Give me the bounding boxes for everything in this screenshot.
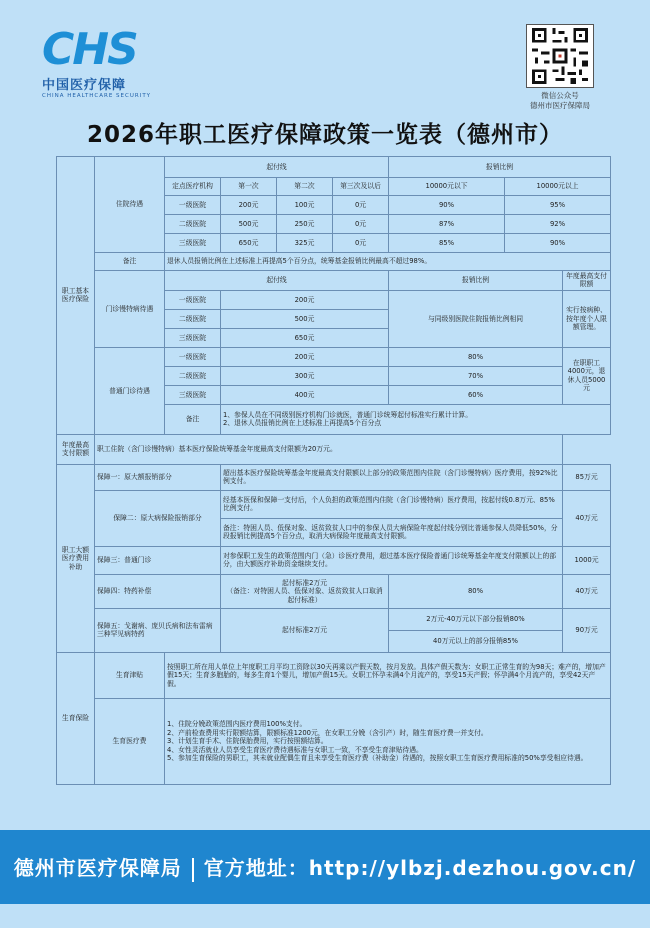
inpatient-ratio-header: 报销比例 xyxy=(389,157,611,178)
table-cell: 87% xyxy=(389,215,505,234)
logo-mark: CHS xyxy=(42,24,137,75)
table-cell: 90% xyxy=(505,234,611,253)
section-maternity: 生育保险 xyxy=(57,652,95,784)
protection-5-tier-1: 2万元-40万元以下部分报销80% xyxy=(389,608,563,630)
section-major-medical: 职工大额医疗费用补助 xyxy=(57,464,95,652)
chs-logo xyxy=(42,24,222,99)
protection-5-limit: 90万元 xyxy=(563,608,611,652)
maternity-allowance-label: 生育津贴 xyxy=(95,652,165,698)
inpatient-col-hospital: 定点医疗机构 xyxy=(165,178,221,196)
table-cell: 650元 xyxy=(221,328,389,347)
table-cell: 一级医院 xyxy=(165,290,221,309)
table-cell: 0元 xyxy=(333,234,389,253)
footer-banner xyxy=(0,830,650,904)
chronic-threshold-header: 起付线 xyxy=(165,271,389,291)
protection-3-label: 保障三：普通门诊 xyxy=(95,546,221,574)
annual-limit-label: 年度最高支付限额 xyxy=(57,434,95,464)
protection-5-label: 保障五：戈谢病、庞贝氏病和法布雷病三种罕见病特药 xyxy=(95,608,221,652)
footer-text xyxy=(0,852,650,882)
protection-4-desc xyxy=(221,574,389,608)
qr-code-icon xyxy=(526,24,594,88)
table-cell: 92% xyxy=(505,215,611,234)
table-cell: 一级医院 xyxy=(165,347,221,366)
protection-3-desc: 对参保职工发生的政策范围内门（急）诊医疗费用，超过基本医疗保险普通门诊统筹基金年度支付限额以上的部分，由大额医疗补助资金继续支付。 xyxy=(221,546,563,574)
protection-1-desc: 超出基本医疗保险统筹基金年度最高支付限额以上部分的政策范围内住院（含门诊慢特病）医疗费用，按92%比例支付。 xyxy=(221,464,563,490)
table-cell: 200元 xyxy=(221,347,389,366)
qr-caption-org: 德州市医疗保障局 xyxy=(530,101,590,110)
table-cell: 200元 xyxy=(221,290,389,309)
table-cell: 85% xyxy=(389,234,505,253)
inpatient-threshold-header: 起付线 xyxy=(165,157,389,178)
table-cell: 三级医院 xyxy=(165,385,221,404)
protection-4-label: 保障四：特药补偿 xyxy=(95,574,221,608)
table-cell: 300元 xyxy=(221,366,389,385)
outpatient-note xyxy=(221,404,611,434)
table-cell: 60% xyxy=(389,385,563,404)
policy-table xyxy=(56,156,611,785)
protection-4-threshold: 起付标准2万元 xyxy=(281,578,328,587)
table-cell: 二级医院 xyxy=(165,309,221,328)
protection-2-note: 备注：特困人员、低保对象、返贫致贫人口中的参保人员大病保险年度起付线分别比普通参保人员降低50%，分段报销比例提高5个百分点，取消大病保险年度最高支付限额。 xyxy=(221,518,563,546)
outpatient-note-label: 备注 xyxy=(165,404,221,434)
maternity-medical-label: 生育医疗费 xyxy=(95,698,165,784)
section-basic-insurance: 职工基本医疗保险 xyxy=(57,157,95,435)
table-cell: 650元 xyxy=(221,234,277,253)
list-item: 4、女性灵活就业人员享受生育医疗费待遇标准与女职工一致，不享受生育津贴待遇。 xyxy=(167,745,423,754)
protection-2-label: 保障二：原大病保险报销部分 xyxy=(95,490,221,546)
protection-2-desc: 经基本医保和保障一支付后，个人负担的政策范围内住院（含门诊慢特病）医疗费用，按起付线0.8万元、85%比例支付。 xyxy=(221,490,563,518)
inpatient-note-label: 备注 xyxy=(95,253,165,271)
chronic-ratio-header: 报销比例 xyxy=(389,271,563,291)
footer-org: 德州市医疗保障局 xyxy=(13,856,182,880)
list-item: 5、参加生育保险的男职工，其未就业配偶生育且未享受生育医疗费（补助金）待遇的，按照女职工生育医疗费用标准的50%享受相应待遇。 xyxy=(167,754,588,763)
chronic-limit-header: 年度最高支付限额 xyxy=(563,271,611,291)
protection-1-label: 保障一：原大额报销部分 xyxy=(95,464,221,490)
table-cell: 500元 xyxy=(221,309,389,328)
table-cell: 三级医院 xyxy=(165,234,221,253)
qr-caption-wechat: 微信公众号 xyxy=(541,91,579,100)
table-cell: 250元 xyxy=(277,215,333,234)
protection-4-note: （备注：对特困人员、低保对象、返贫致贫人口取消起付标准） xyxy=(226,587,383,604)
list-item: 2、产前检查费用实行限额结算，限额标准1200元，在女职工分娩（含引产）时，随生育医疗费一并支付。 xyxy=(167,728,488,737)
outpatient-limit: 在职职工4000元，退休人员5000元 xyxy=(563,347,611,404)
inpatient-col-below: 10000元以下 xyxy=(389,178,505,196)
protection-3-limit: 1000元 xyxy=(563,546,611,574)
table-cell: 90% xyxy=(389,196,505,215)
table-cell: 100元 xyxy=(277,196,333,215)
protection-5-threshold: 起付标准2万元 xyxy=(221,608,389,652)
table-cell: 400元 xyxy=(221,385,389,404)
protection-4-limit: 40万元 xyxy=(563,574,611,608)
table-cell: 325元 xyxy=(277,234,333,253)
table-cell: 一级医院 xyxy=(165,196,221,215)
inpatient-col-above: 10000元以上 xyxy=(505,178,611,196)
table-cell: 80% xyxy=(389,347,563,366)
chronic-ratio: 与同级别医院住院报销比例相同 xyxy=(389,290,563,347)
table-cell: 500元 xyxy=(221,215,277,234)
protection-1-limit: 85万元 xyxy=(563,464,611,490)
footer-separator xyxy=(192,858,194,882)
outpatient-note-2: 2、退休人员报销比例在上述标准上再提高5个百分点 xyxy=(223,419,382,428)
logo-chinese-name: 中国医疗保障 xyxy=(42,78,127,93)
footer-address[interactable]: 官方地址：http://ylbzj.dezhou.gov.cn/ xyxy=(203,856,637,880)
table-cell: 0元 xyxy=(333,196,389,215)
table-cell: 二级医院 xyxy=(165,366,221,385)
protection-5-tier-2: 40万元以上的部分报销85% xyxy=(389,630,563,652)
outpatient-label: 普通门诊待遇 xyxy=(95,347,165,434)
list-item: 1、住院分娩政策范围内医疗费用100%支付。 xyxy=(167,720,307,729)
maternity-medical-list xyxy=(165,698,611,784)
logo-english-name: CHINA HEALTHCARE SECURITY xyxy=(42,93,152,99)
inpatient-col-first: 第一次 xyxy=(221,178,277,196)
chronic-label: 门诊慢特病待遇 xyxy=(95,271,165,348)
protection-4-ratio: 80% xyxy=(389,574,563,608)
maternity-allowance-text: 按照职工所在用人单位上年度职工月平均工资除以30天再乘以产假天数，按月发放。具体产假天数为：女职工正常生育的为98天；难产的，增加产假15天；生育多胞胎的，每多生育1个婴儿，增加产假15天。女职工怀孕未满4个月流产的，享受15天产假；怀孕满4个月流产的，享受42天产假。 xyxy=(165,652,611,698)
inpatient-label: 住院待遇 xyxy=(95,157,165,253)
list-item: 3、计划生育手术、住院保胎费用，实行按照额结算。 xyxy=(167,737,328,746)
table-cell: 200元 xyxy=(221,196,277,215)
outpatient-note-1: 1、参保人员在不同级别医疗机构门诊就医，普通门诊统筹起付标准实行累计计算。 xyxy=(223,410,473,419)
inpatient-note: 退休人员报销比例在上述标准上再提高5个百分点，统筹基金报销比例最高不超过98%。 xyxy=(165,253,611,271)
annual-limit-text: 职工住院（含门诊慢特病）基本医疗保险统筹基金年度最高支付限额为20万元。 xyxy=(95,434,563,464)
bottom-strip xyxy=(0,904,650,928)
table-cell: 三级医院 xyxy=(165,328,221,347)
table-cell: 70% xyxy=(389,366,563,385)
page-title: 2026年职工医疗保障政策一览表（德州市） xyxy=(86,122,563,148)
inpatient-col-second: 第二次 xyxy=(277,178,333,196)
chronic-limit: 实行按病种、按年度个人限额管理。 xyxy=(563,290,611,347)
table-cell: 0元 xyxy=(333,215,389,234)
protection-2-limit: 40万元 xyxy=(563,490,611,546)
table-cell: 95% xyxy=(505,196,611,215)
inpatient-col-third: 第三次及以后 xyxy=(333,178,389,196)
table-cell: 二级医院 xyxy=(165,215,221,234)
